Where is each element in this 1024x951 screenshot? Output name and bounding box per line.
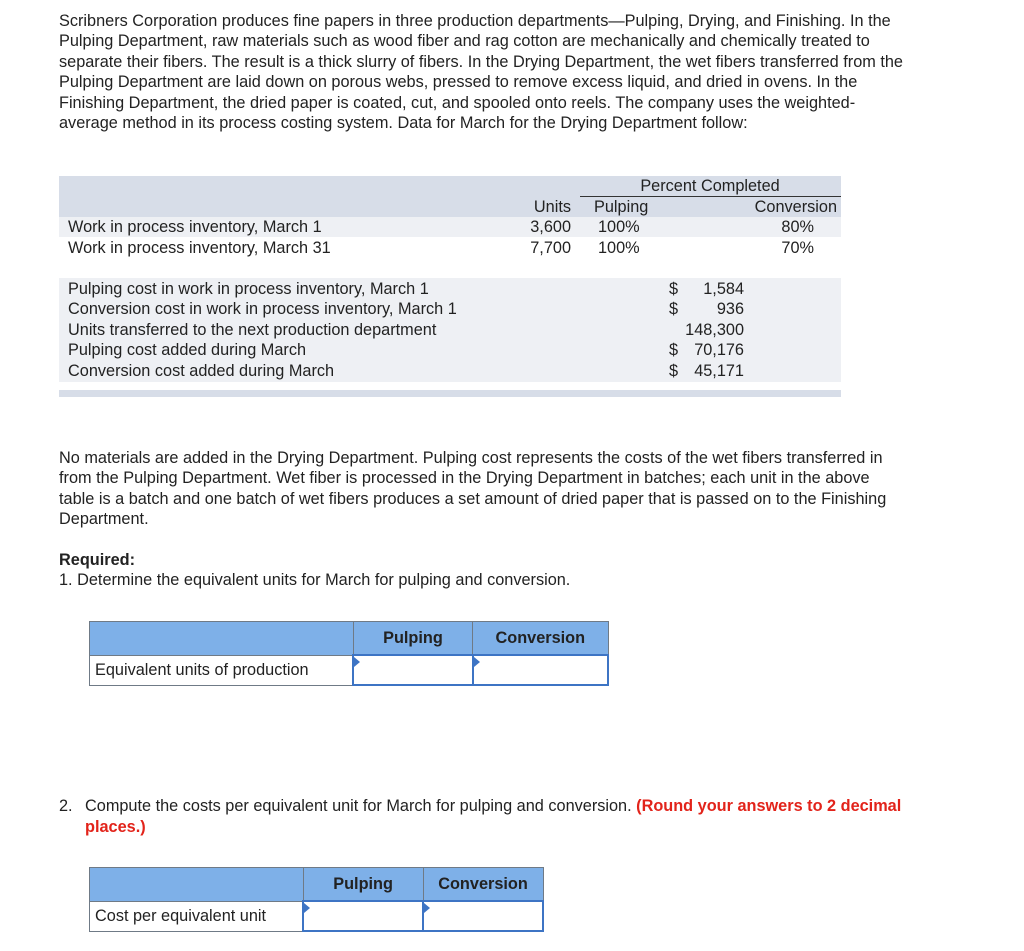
- conversion-column-header: Conversion: [754, 198, 837, 216]
- department-note-paragraph: No materials are added in the Drying Department. Pulping cost represents the costs of the wet fibers transferred in from the Pulping Department. Wet fiber is processed in the Drying Department in batches; each unit in the above table is a batch and one batch of wet fibers produces a set amount of dried paper that is passed on to the Finishing Department.: [59, 449, 887, 529]
- row-pulping-pct: 100%: [598, 218, 640, 236]
- cost-currency: $: [669, 362, 679, 380]
- percent-completed-heading: Percent Completed: [640, 177, 780, 195]
- cost-label: Conversion cost in work in process inventory, March 1: [68, 300, 457, 318]
- answer-table-blank-header: [90, 868, 304, 902]
- pulping-header: Pulping: [353, 622, 472, 656]
- row-units: 7,700: [530, 239, 571, 257]
- row-conversion-pct: 80%: [781, 218, 814, 236]
- cost-per-unit-answer-table: [89, 867, 544, 932]
- cost-amount: 936: [716, 300, 744, 318]
- row-conversion-pct: 70%: [781, 239, 814, 257]
- table-bottom-rule: [59, 390, 841, 397]
- cost-label: Units transferred to the next production department: [68, 321, 437, 339]
- conversion-equivalent-units-input[interactable]: [474, 661, 607, 680]
- cost-currency: $: [669, 280, 679, 298]
- cost-currency: $: [669, 300, 679, 318]
- required-heading: Required:: [59, 551, 135, 569]
- row-label: Work in process inventory, March 1: [68, 218, 322, 236]
- equivalent-units-label: Equivalent units of production: [90, 655, 354, 685]
- row-label: Work in process inventory, March 31: [68, 239, 331, 257]
- pulping-equivalent-units-cell: [353, 655, 472, 685]
- rounding-instruction: (Round your answers to 2 decimal places.): [85, 797, 902, 836]
- conversion-equivalent-units-cell: [473, 655, 608, 685]
- row-pulping-pct: 100%: [598, 239, 640, 257]
- cost-amount: 70,176: [694, 341, 744, 359]
- intro-paragraph: Scribners Corporation produces fine papers in three production departments—Pulping, Drying, and Finishing. In the Pulping Department, raw materials such as wood fiber and rag cotton are mechanically and chemically treated to separate their fibers. The result is a thick slurry of fibers. In the Drying Department, the wet fibers transferred from the Pulping Department are laid down on porous webs, pressed to remove excess liquid, and dried in ovens. In the Finishing Department, the dried paper is coated, cut, and spooled onto reels. The company uses the weighted-average method in its process costing system. Data for March for the Drying Department follow:: [59, 12, 903, 133]
- cost-per-unit-label: Cost per equivalent unit: [90, 901, 304, 931]
- pulping-column-header: Pulping: [594, 198, 649, 216]
- drying-department-data-table: [59, 176, 841, 398]
- conversion-cost-per-unit-input[interactable]: [424, 907, 542, 926]
- cost-label: Pulping cost added during March: [68, 341, 307, 359]
- conversion-cost-per-unit-cell: [423, 901, 543, 931]
- units-column-header: Units: [533, 198, 571, 216]
- question-2: [59, 796, 919, 837]
- answer-table-blank-header: [90, 622, 354, 656]
- conversion-header: Conversion: [423, 868, 543, 902]
- cost-label: Pulping cost in work in process inventory, March 1: [68, 280, 429, 298]
- equivalent-units-answer-table: [89, 621, 609, 686]
- pulping-header: Pulping: [303, 868, 423, 902]
- pulping-cost-per-unit-input[interactable]: [304, 907, 422, 926]
- cost-amount: 148,300: [685, 321, 744, 339]
- question-2-text: Compute the costs per equivalent unit for March for pulping and conversion.: [85, 797, 632, 815]
- cost-amount: 45,171: [694, 362, 744, 380]
- row-units: 3,600: [530, 218, 571, 236]
- pulping-equivalent-units-input[interactable]: [354, 661, 471, 680]
- cost-label: Conversion cost added during March: [68, 362, 335, 380]
- question-2-number: 2.: [59, 797, 73, 815]
- question-1: 1. Determine the equivalent units for March for pulping and conversion.: [59, 571, 571, 589]
- cost-currency: $: [669, 341, 679, 359]
- cost-amount: 1,584: [703, 280, 744, 298]
- pulping-cost-per-unit-cell: [303, 901, 423, 931]
- conversion-header: Conversion: [473, 622, 608, 656]
